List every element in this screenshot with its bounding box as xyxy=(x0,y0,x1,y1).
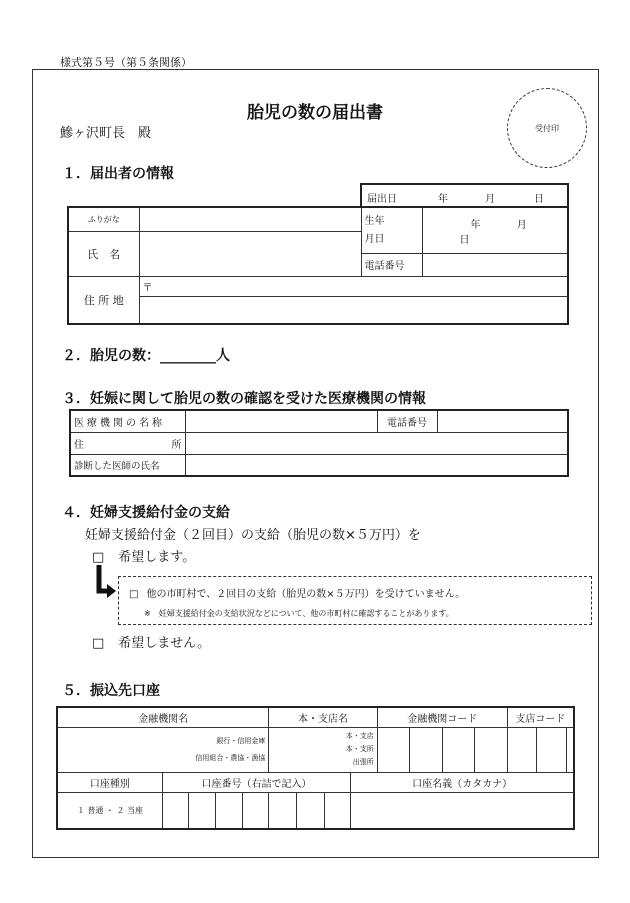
institution-address-label-1: 住 xyxy=(74,439,84,451)
bank-type-2: 信用組合・農協・漁協 xyxy=(195,753,266,762)
other-city-box xyxy=(118,576,592,625)
bank-type-1: 銀行・信用金庫 xyxy=(216,736,266,745)
institution-phone-label: 電話番号 xyxy=(377,410,437,432)
account-number-digit[interactable] xyxy=(324,792,351,829)
institution-phone-field[interactable] xyxy=(437,410,568,432)
bank-name-label: 金融機関名 xyxy=(57,707,269,727)
account-number-digit[interactable] xyxy=(242,792,269,829)
account-number-digit[interactable] xyxy=(189,792,216,829)
birthdate-field[interactable] xyxy=(422,207,568,254)
account-number-digit[interactable] xyxy=(269,792,297,829)
fetus-count-field[interactable]: ________ xyxy=(160,348,216,364)
branch-code-digit[interactable] xyxy=(537,727,567,772)
other-city-checkbox[interactable]: □ xyxy=(129,589,139,600)
birthdate-label-line2: 月日 xyxy=(364,233,385,245)
doctor-name-label: 診断した医師の氏名 xyxy=(70,454,185,476)
page-title: 胎児の数の届出書 xyxy=(247,103,383,123)
benefit-description: 妊婦支援給付金（２回目）の支給（胎児の数×５万円）を xyxy=(85,528,421,543)
option-no-checkbox[interactable]: □ xyxy=(92,636,105,651)
option-no[interactable] xyxy=(92,632,210,651)
filing-day-label: 日 xyxy=(534,194,544,205)
option-yes-label: 希望します。 xyxy=(118,550,196,565)
birthdate-label xyxy=(361,207,422,254)
birthdate-label-line1: 生年 xyxy=(364,215,385,227)
addressee: 鰺ヶ沢町長 殿 xyxy=(60,126,152,141)
institution-name-field[interactable] xyxy=(185,410,377,432)
postal-mark: 〒 xyxy=(142,282,153,294)
account-type-label: 口座種別 xyxy=(57,772,162,792)
confirmation-note: ※ 妊婦支援給付金の支給状況などについて、他の市町村に確認することがあります。 xyxy=(144,609,454,618)
filing-date-box[interactable] xyxy=(360,183,569,207)
branch-type-3: 出張所 xyxy=(352,758,374,767)
filing-date-label: 届出日 xyxy=(367,194,397,205)
branch-code-digit[interactable] xyxy=(567,727,575,772)
institution-address-label-2: 所 xyxy=(171,439,182,451)
bank-code-label: 金融機関コード xyxy=(377,707,507,727)
name-label: 氏 名 xyxy=(68,231,139,276)
section3-heading: ３．妊娠に関して胎児の数の確認を受けた医療機関の情報 xyxy=(62,391,426,407)
phone-label: 電話番号 xyxy=(361,254,422,276)
account-holder-field[interactable] xyxy=(351,792,574,829)
branch-type-1: 本・支店 xyxy=(345,732,374,741)
other-city-option[interactable] xyxy=(129,585,465,600)
reception-stamp-label: 受付印 xyxy=(535,123,559,133)
branch-type-2: 本・支所 xyxy=(345,745,374,754)
section4-heading: ４．妊婦支援給付金の支給 xyxy=(62,505,230,521)
account-holder-label: 口座名義（カタカナ） xyxy=(351,772,574,792)
fetus-count-label: ２．胎児の数： xyxy=(62,348,160,364)
institution-address-field[interactable] xyxy=(185,432,568,454)
bank-account-table xyxy=(56,706,575,830)
bank-code-digit[interactable] xyxy=(410,727,443,772)
birth-month-label: 月 xyxy=(516,219,527,231)
medical-institution-table xyxy=(69,409,569,477)
phone-field[interactable] xyxy=(422,254,568,276)
option-yes-checkbox[interactable]: □ xyxy=(92,550,105,565)
name-field[interactable] xyxy=(139,231,361,276)
account-number-digit[interactable] xyxy=(216,792,243,829)
postal-field[interactable] xyxy=(139,276,568,296)
account-number-label: 口座番号（右詰で記入） xyxy=(162,772,350,792)
bank-code-digit[interactable] xyxy=(442,727,475,772)
birth-year-label: 年 xyxy=(470,219,481,231)
reception-stamp-area xyxy=(507,88,587,168)
account-number-digit[interactable] xyxy=(162,792,189,829)
account-type-options[interactable]: １ 普通 ・ ２ 当座 xyxy=(57,792,162,829)
other-city-label: 他の市町村で、２回目の支給（胎児の数×５万円）を受けていません。 xyxy=(146,589,466,600)
down-right-arrow-icon xyxy=(95,565,117,601)
option-yes[interactable] xyxy=(92,546,195,565)
address-field[interactable] xyxy=(139,297,568,325)
branch-name-label: 本・支店名 xyxy=(269,707,377,727)
institution-name-label: 医療機関の名称 xyxy=(70,410,185,432)
section1-heading: １．届出者の情報 xyxy=(62,166,174,182)
account-number-digit[interactable] xyxy=(296,792,324,829)
birth-day-label: 日 xyxy=(459,234,470,246)
section5-heading: ５．振込先口座 xyxy=(62,683,160,699)
bank-name-field[interactable] xyxy=(57,727,269,772)
section2-heading xyxy=(62,345,230,365)
doctor-name-field[interactable] xyxy=(185,454,568,476)
bank-code-digit[interactable] xyxy=(475,727,508,772)
applicant-table xyxy=(67,206,569,325)
branch-code-digit[interactable] xyxy=(507,727,537,772)
form-number: 様式第５号（第５条関係） xyxy=(60,56,192,69)
option-no-label: 希望しません。 xyxy=(118,636,211,651)
fetus-count-unit: 人 xyxy=(216,348,230,364)
filing-year-label: 年 xyxy=(438,194,448,205)
address-label: 住 所 地 xyxy=(68,276,139,324)
institution-address-label xyxy=(70,432,185,454)
furigana-field[interactable] xyxy=(139,207,361,231)
branch-name-field[interactable] xyxy=(269,727,377,772)
filing-month-label: 月 xyxy=(485,194,495,205)
branch-code-label: 支店コード xyxy=(507,707,574,727)
furigana-label: ふりがな xyxy=(68,207,139,231)
bank-code-digit[interactable] xyxy=(377,727,410,772)
